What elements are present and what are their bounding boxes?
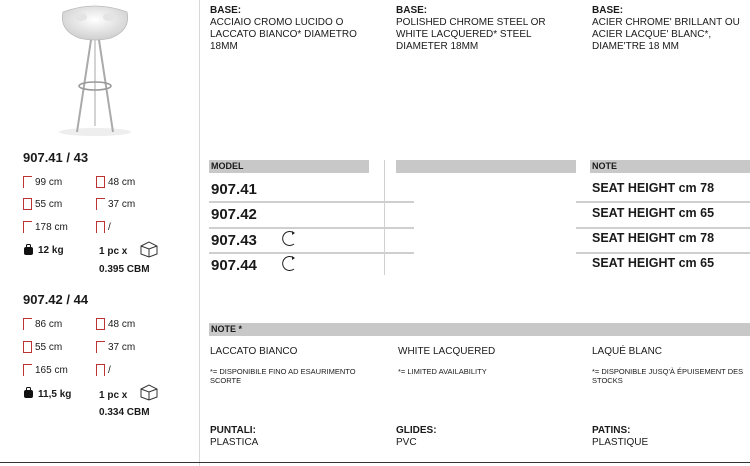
glides-fr [592, 425, 648, 449]
model-row-3: 907.43 [211, 232, 257, 249]
product-sidebar [0, 0, 200, 466]
height-icon [23, 318, 32, 330]
model-row-4: 907.44 [211, 257, 257, 274]
weight-icon [23, 244, 34, 256]
base-it-heading: BASE: [210, 5, 242, 16]
note-en: WHITE LACQUERED [398, 346, 496, 357]
base-en-heading: BASE: [396, 5, 428, 16]
row-rule [576, 252, 750, 254]
note-star-header: NOTE * [209, 323, 750, 336]
glides-it [210, 425, 258, 449]
row-rule [576, 201, 750, 203]
model-row-2: 907.42 [211, 206, 257, 223]
table-divider [384, 160, 385, 275]
glides-en-heading: GLIDES: [396, 425, 437, 436]
seat-height-dim-2: 37 cm [96, 341, 135, 353]
base-fr-text: ACIER CHROME' BRILLANT OU ACIER LACQUE' BLANC*, DIAME'TRE 18 MM [592, 17, 740, 52]
height-dim-1: 99 cm [23, 176, 62, 188]
height-icon [23, 176, 32, 188]
box-icon [139, 383, 159, 401]
model-row-1: 907.41 [211, 181, 257, 198]
note-header: NOTE [590, 160, 750, 173]
weight-value-2: 11,5 kg [38, 389, 72, 400]
glides-en [396, 425, 437, 449]
row-rule [576, 227, 750, 229]
base-it [210, 5, 380, 53]
glides-it-value: PLASTICA [210, 437, 259, 448]
note-fr-small: *= DISPONIBLE JUSQ'À ÉPUISEMENT DES STOCKS [592, 367, 744, 385]
width-dim-1: 48 cm [96, 176, 135, 188]
width-icon [96, 318, 105, 330]
width-icon [96, 176, 105, 188]
seat-height-icon [96, 341, 105, 353]
armrest-dim-1: / [96, 221, 111, 233]
total-dim-1: 178 cm [23, 221, 68, 233]
glides-en-value: PVC [396, 437, 417, 448]
note-row-1: SEAT HEIGHT cm 78 [592, 181, 715, 195]
weight-value-1: 12 kg [38, 245, 64, 256]
base-it-text: ACCIAIO CROMO LUCIDO O LACCATO BIANCO* DIAMETRO 18MM [210, 17, 357, 52]
depth-icon [23, 341, 32, 353]
bottom-rule [0, 462, 750, 463]
depth-dim-1: 55 cm [23, 198, 62, 210]
pack-qty-1: 1 pc x [99, 246, 128, 257]
row-rule [209, 227, 414, 229]
glides-it-heading: PUNTALI: [210, 425, 256, 436]
note-it: LACCATO BIANCO [210, 346, 298, 357]
armrest-icon [96, 364, 105, 376]
height-dim-2: 86 cm [23, 318, 62, 330]
note-fr: LAQUÉ BLANC [592, 346, 663, 357]
base-en [396, 5, 566, 53]
row-rule [209, 252, 414, 254]
box-icon [139, 240, 159, 258]
total-dim-2: 165 cm [23, 364, 68, 376]
total-height-icon [23, 364, 32, 376]
seat-height-icon [96, 198, 105, 210]
glides-fr-value: PLASTIQUE [592, 437, 649, 448]
row-rule [209, 201, 414, 203]
total-height-icon [23, 221, 32, 233]
note-row-3: SEAT HEIGHT cm 78 [592, 231, 715, 245]
base-fr [592, 5, 750, 53]
depth-icon [23, 198, 32, 210]
seat-height-dim-1: 37 cm [96, 198, 135, 210]
volume-1: 0.395 CBM [99, 264, 150, 275]
base-fr-heading: BASE: [592, 5, 624, 16]
note-row-2: SEAT HEIGHT cm 65 [592, 206, 715, 220]
model-header: MODEL [209, 160, 369, 173]
note-en-small: *= LIMITED AVAILABILITY [398, 367, 487, 376]
swivel-icon [282, 230, 298, 246]
swivel-icon [282, 255, 298, 271]
model-code-1: 907.41 / 43 [23, 150, 89, 165]
stool-image [45, 2, 145, 138]
armrest-dim-2: / [96, 364, 111, 376]
note-it-small: *= DISPONIBILE FINO AD ESAURIMENTO SCORTE [210, 367, 356, 385]
note-row-4: SEAT HEIGHT cm 65 [592, 256, 715, 270]
width-dim-2: 48 cm [96, 318, 135, 330]
model-code-2: 907.42 / 44 [23, 292, 89, 307]
model-header-spacer [396, 160, 576, 173]
glides-fr-heading: PATINS: [592, 425, 631, 436]
depth-dim-2: 55 cm [23, 341, 62, 353]
pack-qty-2: 1 pc x [99, 390, 128, 401]
base-en-text: POLISHED CHROME STEEL OR WHITE LACQUERED* STEEL DIAMETER 18MM [396, 17, 546, 52]
armrest-icon [96, 221, 105, 233]
weight-icon [23, 387, 34, 399]
volume-2: 0.334 CBM [99, 407, 150, 418]
